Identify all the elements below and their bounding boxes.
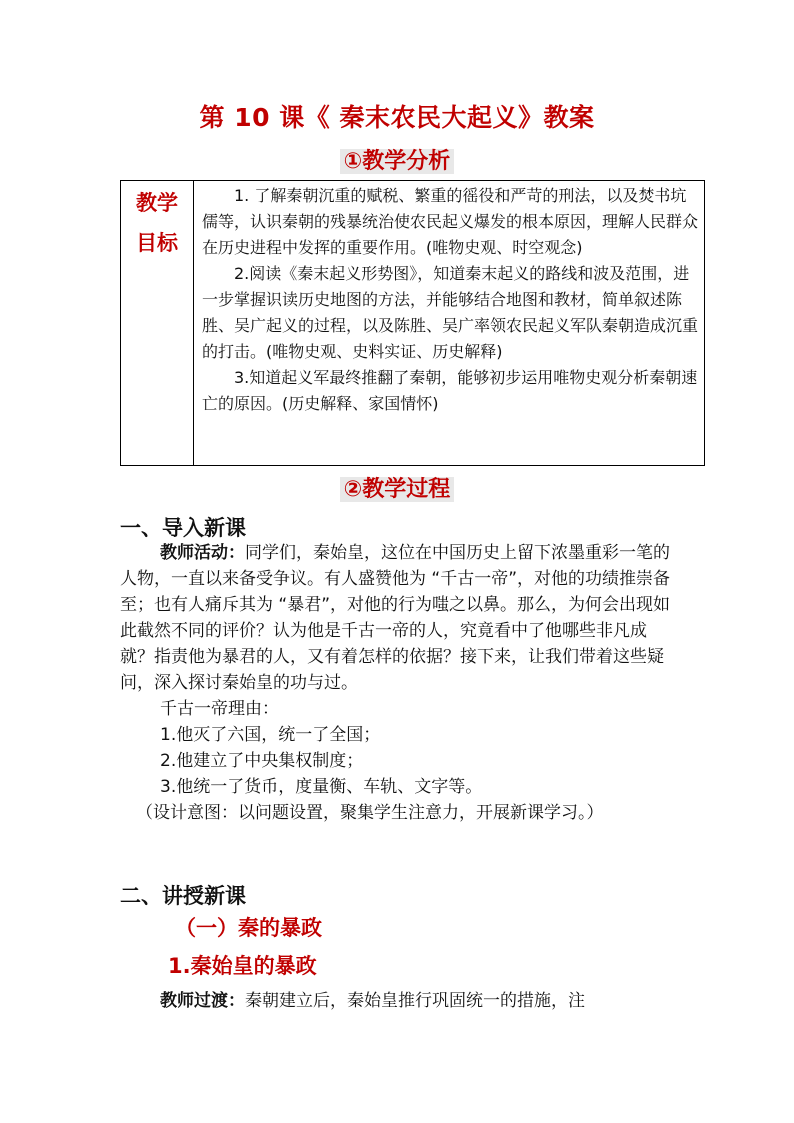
goal-item: 1. 了解秦朝沉重的赋税、繁重的徭役和严苛的刑法，以及焚书坑儒等，认识秦朝的残暴统治使农民起义爆发的根本原因，理解人民群众在历史进程中发挥的重要作用。(唯物史观、时空观念) bbox=[202, 186, 699, 257]
part1-body bbox=[120, 540, 680, 826]
goal-item: 3.知道起义军最终推翻了秦朝，能够初步运用唯物史观分析秦朝速亡的原因。(历史解释、家国情怀) bbox=[202, 368, 698, 413]
section-heading-analysis: ①教学分析 bbox=[0, 144, 794, 175]
reason-item: 3.他统一了货币，度量衡、车轨、文字等。 bbox=[160, 777, 483, 797]
page-title: 第 10 课《 秦末农民大起义》教案 bbox=[199, 103, 595, 132]
part2-heading: 二、讲授新课 bbox=[120, 884, 246, 908]
teacher-activity bbox=[120, 540, 680, 696]
reason-item: 2.他建立了中央集权制度； bbox=[160, 751, 364, 771]
teaching-goals-table bbox=[120, 180, 705, 466]
reasons-title: 千古一帝理由： bbox=[160, 699, 279, 719]
reason-item: 1.他灭了六国，统一了全国； bbox=[160, 725, 381, 745]
transition-paragraph bbox=[120, 988, 680, 1014]
teacher-activity-label: 教师活动： bbox=[160, 543, 245, 563]
goals-label-bottom: 目标 bbox=[136, 231, 178, 255]
goals-content-cell bbox=[194, 181, 705, 466]
goals-label-cell bbox=[121, 181, 194, 466]
goals-label-top: 教学 bbox=[136, 191, 178, 215]
design-note: （设计意图：以问题设置，聚集学生注意力，开展新课学习。） bbox=[136, 803, 604, 823]
transition-text: 秦朝建立后，秦始皇推行巩固统一的措施，注 bbox=[245, 991, 585, 1011]
part1-heading: 一、导入新课 bbox=[120, 516, 246, 540]
subsubsection-heading: 1.秦始皇的暴政 bbox=[168, 954, 317, 978]
section-heading-process: ②教学过程 bbox=[0, 472, 794, 503]
subsection-heading: （一）秦的暴政 bbox=[175, 916, 322, 940]
transition-label: 教师过渡： bbox=[160, 991, 245, 1011]
teacher-activity-text: 同学们，秦始皇，这位在中国历史上留下浓墨重彩一笔的人物，一直以来备受争议。有人盛赞他为 “千古一帝”，对他的功绩推崇备至；也有人痛斥其为 “暴君”，对他的行为嗤之以鼻。那么，为何会出现如此截然不同的评价？认为他是千古一帝的人，究竟看中了他哪些非凡成就？指责他为暴君的人，又有着怎样的依据？接下来，让我们带着这些疑问，深入探讨秦始皇的功与过。 bbox=[120, 543, 671, 693]
goal-item: 2.阅读《秦末起义形势图》，知道秦末起义的路线和波及范围，进一步掌握识读历史地图的方法，并能够结合地图和教材，简单叙述陈胜、吴广起义的过程，以及陈胜、吴广率领农民起义军队秦朝造成沉重的打击。(唯物史观、史料实证、历史解释) bbox=[202, 264, 699, 361]
